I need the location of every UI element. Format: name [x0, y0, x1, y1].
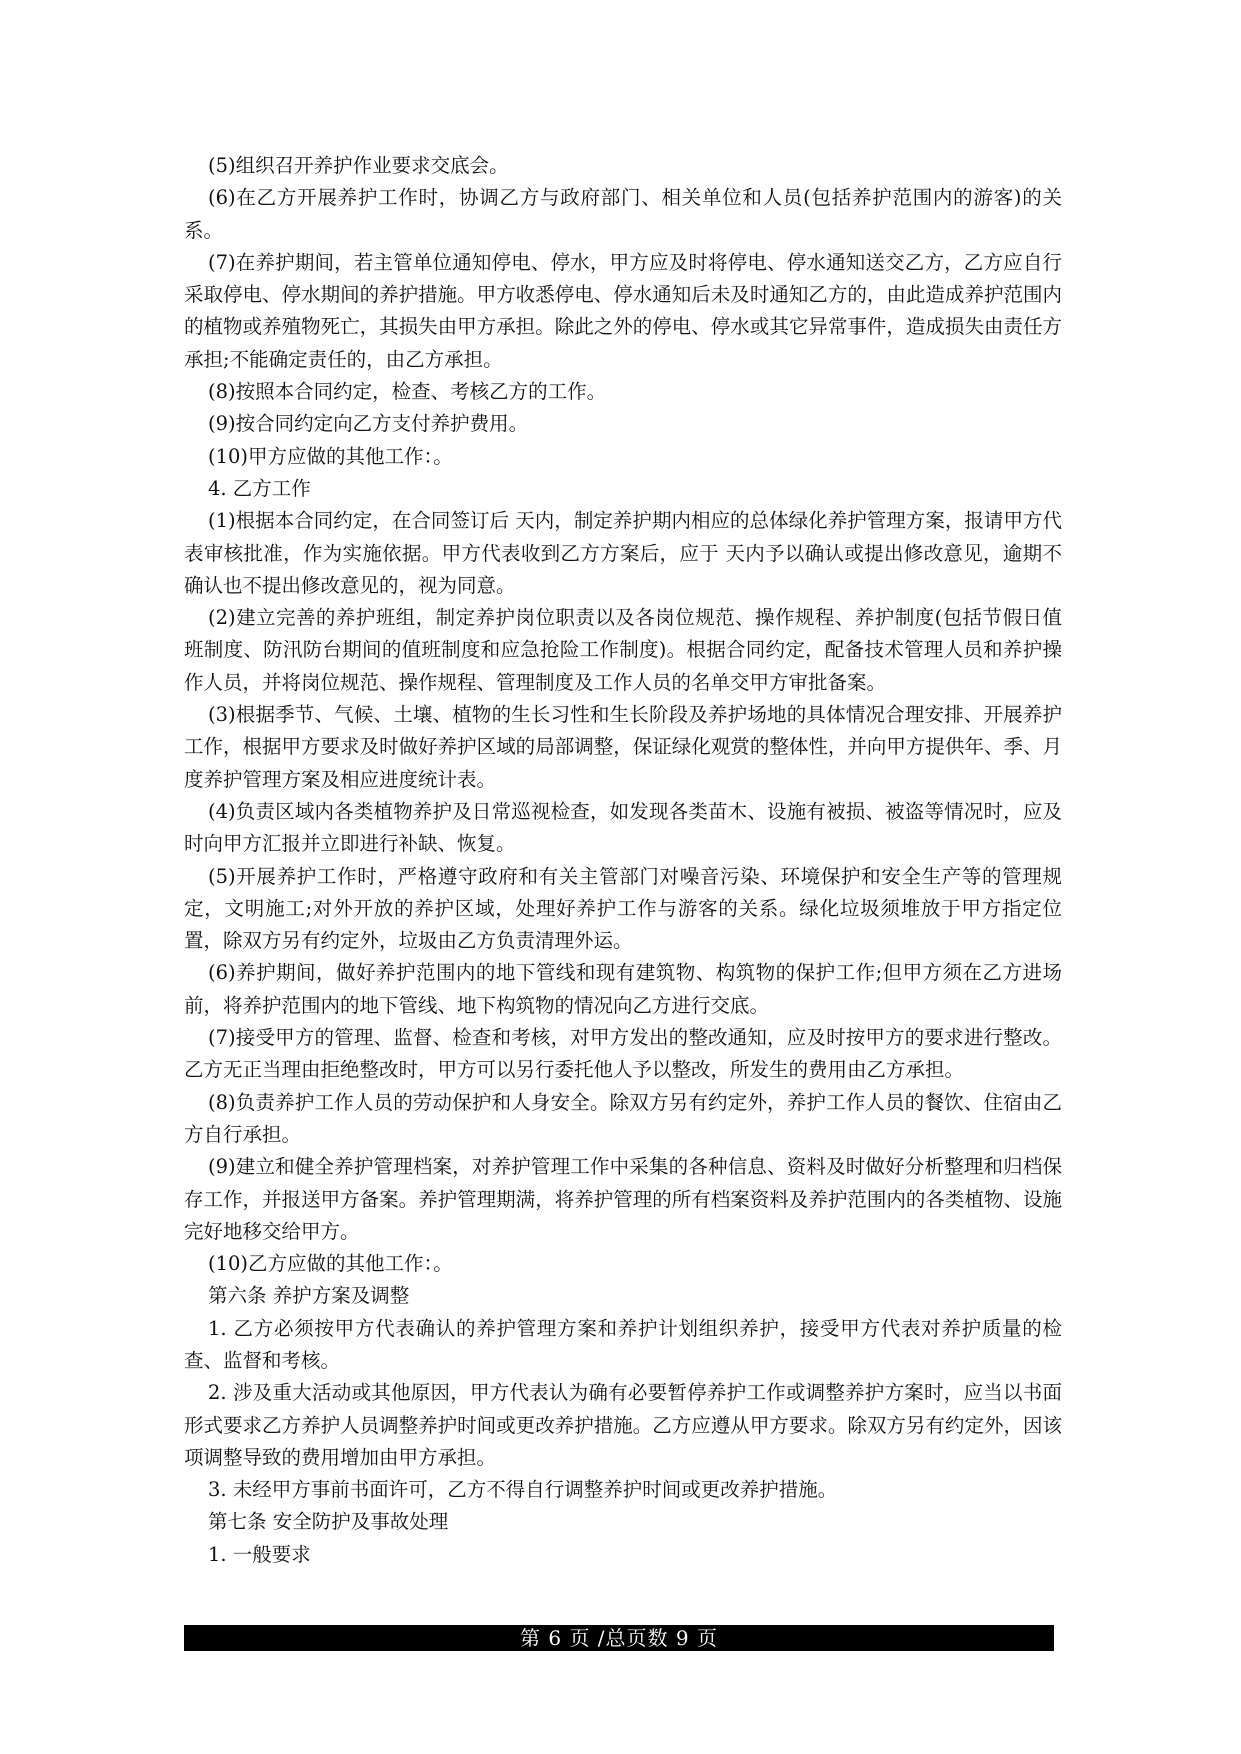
paragraph: (10)甲方应做的其他工作：。: [208, 444, 453, 468]
paragraph: 1. 乙方必须按甲方代表确认的养护管理方案和养护计划组织养护，接受甲方代表对养护质量的检查、监督和考核。: [184, 1316, 1062, 1372]
paragraph: (10)乙方应做的其他工作：。: [208, 1252, 453, 1276]
paragraph: (6)养护期间，做好养护范围内的地下管线和现有建筑物、构筑物的保护工作;但甲方须在乙方进场前，将养护范围内的地下管线、地下构筑物的情况向乙方进行交底。: [184, 961, 1062, 1017]
document-body: [184, 150, 1062, 1571]
paragraph: 3. 未经甲方事前书面许可，乙方不得自行调整养护时间或更改养护措施。: [208, 1478, 838, 1502]
paragraph: (8)负责养护工作人员的劳动保护和人身安全。除双方另有约定外，养护工作人员的餐饮、住宿由乙方自行承担。: [184, 1090, 1062, 1146]
paragraph: 2. 涉及重大活动或其他原因，甲方代表认为确有必要暂停养护工作或调整养护方案时，应当以书面形式要求乙方养护人员调整养护时间或更改养护措施。乙方应遵从甲方要求。除双方另有约定外，因该项调整导致的费用增加由甲方承担。: [184, 1381, 1062, 1469]
paragraph: (5)组织召开养护作业要求交底会。: [208, 154, 509, 177]
paragraph: (8)按照本合同约定，检查、考核乙方的工作。: [208, 380, 607, 404]
paragraph: (9)按合同约定向乙方支付养护费用。: [208, 412, 529, 436]
paragraph: (7)接受甲方的管理、监督、检查和考核，对甲方发出的整改通知，应及时按甲方的要求进行整改。乙方无正当理由拒绝整改时，甲方可以另行委托他人予以整改，所发生的费用由乙方承担。: [184, 1026, 1062, 1082]
paragraph: (5)开展养护工作时，严格遵守政府和有关主管部门对噪音污染、环境保护和安全生产等的管理规定，文明施工;对外开放的养护区域，处理好养护工作与游客的关系。绿化垃圾须堆放于甲方指定位置，除双方另有约定外，垃圾由乙方负责清理外运。: [184, 864, 1062, 953]
paragraph: (9)建立和健全养护管理档案，对养护管理工作中采集的各种信息、资料及时做好分析整理和归档保存工作，并报送甲方备案。养护管理期满，将养护管理的所有档案资料及养护范围内的各类植物、设施完好地移交给甲方。: [184, 1155, 1062, 1243]
paragraph: 1. 一般要求: [208, 1542, 311, 1566]
paragraph: (7)在养护期间，若主管单位通知停电、停水，甲方应及时将停电、停水通知送交乙方，乙方应自行采取停电、停水期间的养护措施。甲方收悉停电、停水通知后未及时通知乙方的，由此造成养护范围内的植物或养殖物死亡，其损失由甲方承担。除此之外的停电、停水或其它异常事件，造成损失由责任方承担;不能确定责任的，由乙方承担。: [184, 250, 1062, 371]
article-heading: 第七条 安全防护及事故处理: [208, 1510, 449, 1534]
section-heading: 4. 乙方工作: [208, 476, 311, 500]
page-footer: [184, 1625, 1054, 1651]
page-number-label: 第 6 页 /总页数 9 页: [520, 1626, 718, 1650]
paragraph: (3)根据季节、气候、土壤、植物的生长习性和生长阶段及养护场地的具体情况合理安排、开展养护工作，根据甲方要求及时做好养护区域的局部调整，保证绿化观赏的整体性，并向甲方提供年、季、月度养护管理方案及相应进度统计表。: [184, 703, 1062, 791]
paragraph: (4)负责区域内各类植物养护及日常巡视检查，如发现各类苗木、设施有被损、被盗等情况时，应及时向甲方汇报并立即进行补缺、恢复。: [184, 799, 1062, 856]
paragraph: (2)建立完善的养护班组，制定养护岗位职责以及各岗位规范、操作规程、养护制度(包括节假日值班制度、防汛防台期间的值班制度和应急抢险工作制度)。根据合同约定，配备技术管理人员和养护操作人员，并将岗位规范、操作规程、管理制度及工作人员的名单交甲方审批备案。: [184, 606, 1062, 694]
paragraph: (6)在乙方开展养护工作时，协调乙方与政府部门、相关单位和人员(包括养护范围内的游客)的关系。: [184, 186, 1062, 242]
paragraph: (1)根据本合同约定，在合同签订后 天内，制定养护期内相应的总体绿化养护管理方案，报请甲方代表审核批准，作为实施依据。甲方代表收到乙方方案后，应于 天内予以确认或提出修改意见，逾期不确认也不提出修改意见的，视为同意。: [184, 509, 1062, 597]
article-heading: 第六条 养护方案及调整: [208, 1284, 410, 1308]
